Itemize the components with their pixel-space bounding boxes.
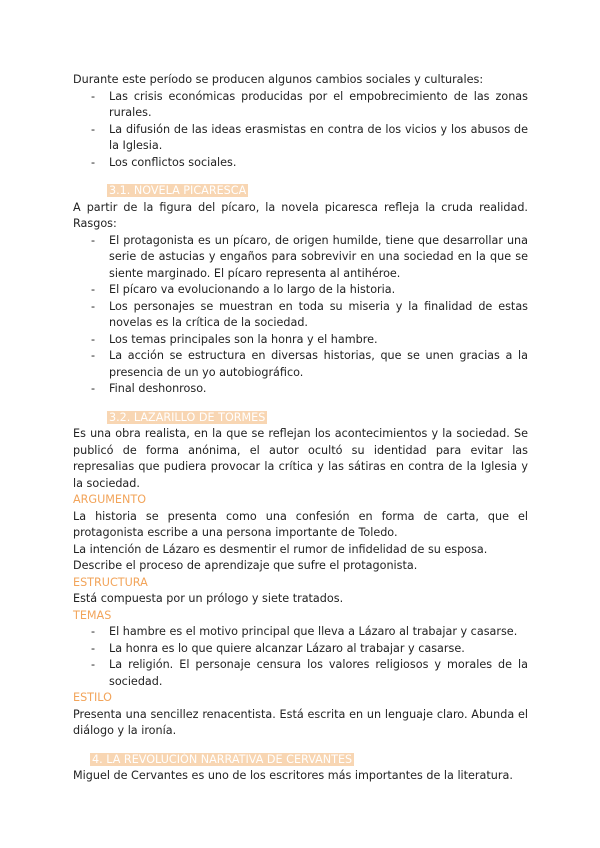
heading-highlight: 3.2. LAZARILLO DE TORMES	[109, 410, 266, 424]
list-item: - La honra es lo que quiere alcanzar Lázaro al trabajar y casarse.	[73, 641, 528, 658]
argumento-paragraph: La historia se presenta como una confesión en forma de carta, que el protagonista escribe a una persona importante de Toledo.	[73, 509, 528, 539]
list-item: - Las crisis económicas producidas por el empobrecimiento de las zonas rurales.	[91, 89, 528, 119]
lazarillo-intro: Es una obra realista, en la que se reflejan los acontecimientos y la sociedad. Se publicó de forma anónima, el autor ocultó su identidad para evitar las represalias que pudiera provocar la crítica y las sátiras en contra de la Iglesia y la sociedad.	[73, 427, 528, 490]
document-content	[73, 72, 528, 785]
dash-bullet: -	[91, 299, 96, 313]
novela-list	[73, 233, 528, 398]
temas-label: TEMAS	[73, 608, 112, 622]
list-item: - El pícaro va evolucionando a lo largo de la historia.	[73, 282, 528, 299]
dash-bullet: -	[91, 625, 96, 638]
temas-list	[73, 624, 528, 690]
list-item: - La difusión de las ideas erasmistas en contra de los vicios y los abusos de la Iglesia.	[91, 122, 528, 152]
list-item: - El hambre es el motivo principal que lleva a Lázaro al trabajar y casarse.	[73, 624, 528, 641]
list-item: - Los temas principales son la honra y el hambre.	[73, 332, 528, 349]
dash-bullet: -	[91, 155, 96, 169]
dash-bullet: -	[91, 283, 96, 296]
dash-bullet: -	[91, 89, 96, 103]
list-item: - Final deshonroso.	[73, 381, 528, 398]
list-item: - Los conflictos sociales.	[73, 155, 528, 172]
cervantes-paragraph: Miguel de Cervantes es uno de los escritores más importantes de la literatura.	[73, 769, 513, 782]
estilo-label: ESTILO	[73, 691, 112, 704]
estilo-paragraph: Presenta una sencillez renacentista. Está escrita en un lenguaje claro. Abunda el diálogo y la ironía.	[73, 707, 528, 737]
section-heading-lazarillo	[73, 410, 528, 427]
novela-lead: A partir de la figura del pícaro, la novela picaresca refleja la cruda realidad. Rasgos:	[73, 200, 528, 230]
intro-paragraph: Durante este período se producen algunos cambios sociales y culturales:	[73, 73, 484, 86]
heading-highlight: 3.1. NOVELA PICARESCA	[109, 184, 247, 197]
dash-bullet: -	[91, 382, 96, 395]
list-item: - Los personajes se muestran en toda su miseria y la finalidad de estas novelas es la crítica de la sociedad.	[91, 299, 528, 329]
dash-bullet: -	[91, 349, 96, 362]
dash-bullet: -	[91, 233, 96, 247]
argumento-paragraph: La intención de Lázaro es desmentir el rumor de infidelidad de su esposa.	[73, 542, 488, 556]
estructura-paragraph: Está compuesta por un prólogo y siete tratados.	[73, 592, 344, 605]
dash-bullet: -	[91, 658, 96, 671]
dash-bullet: -	[91, 332, 96, 346]
dash-bullet: -	[91, 641, 96, 655]
estructura-label: ESTRUCTURA	[73, 575, 148, 589]
list-item: - El protagonista es un pícaro, de origen humilde, tiene que desarrollar una serie de astucias y engaños para sobrevivir en una sociedad en la que se siente marginado. El pícaro representa al antihéroe.	[91, 233, 528, 280]
dash-bullet: -	[91, 122, 96, 136]
list-item: - La acción se estructura en diversas historias, que se unen gracias a la presencia de un yo autobiográfico.	[91, 349, 528, 379]
argumento-paragraph: Describe el proceso de aprendizaje que sufre el protagonista.	[73, 559, 418, 572]
intro-list	[73, 89, 528, 172]
section-heading-novela	[73, 183, 528, 200]
list-item: - La religión. El personaje censura los valores religiosos y morales de la sociedad.	[91, 658, 528, 688]
heading-highlight: 4. LA REVOLUCIÓN NARRATIVA DE CERVANTES	[92, 752, 353, 766]
section-heading-cervantes	[73, 752, 528, 769]
argumento-label: ARGUMENTO	[73, 493, 147, 506]
